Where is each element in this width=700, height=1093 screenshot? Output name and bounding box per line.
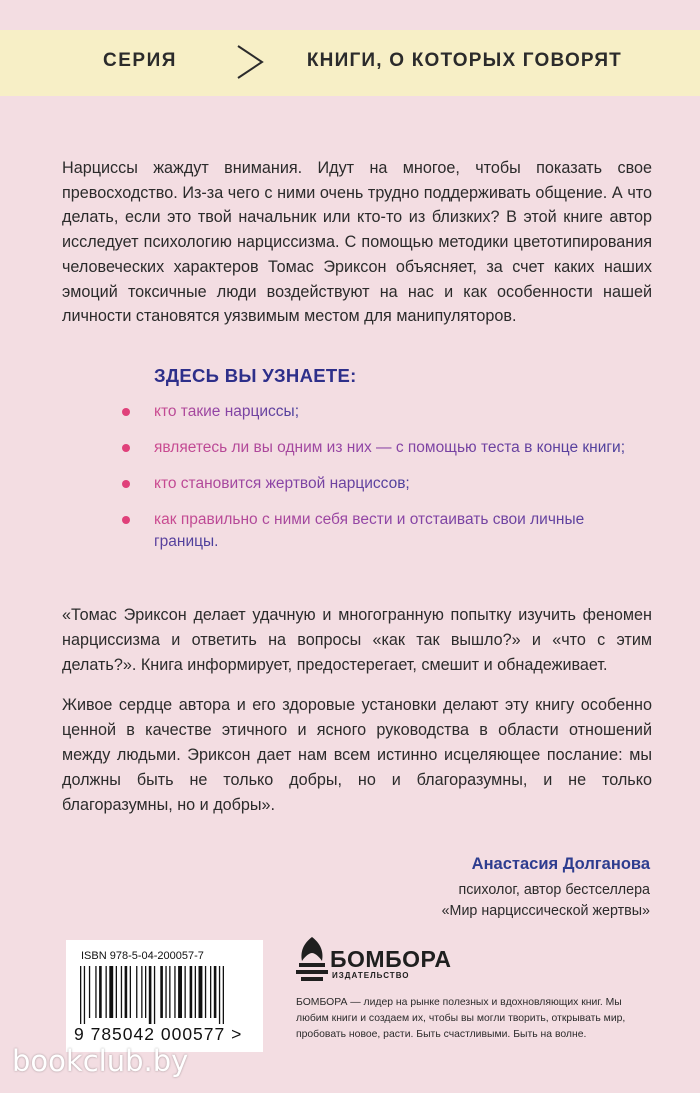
author-role	[442, 880, 650, 922]
barcode-bar	[219, 966, 220, 1024]
publisher-name: БОМБОРА	[330, 946, 452, 972]
list-item-text: кто становится жертвой нарциссов;	[154, 475, 410, 492]
barcode-bar	[141, 966, 142, 1018]
barcode-bar	[195, 966, 196, 1018]
author-role-line: психолог, автор бестселлера	[458, 882, 650, 898]
barcode-bar	[149, 966, 152, 1024]
review-quote	[62, 603, 652, 833]
barcode-bar	[99, 966, 102, 1018]
list-item	[122, 401, 642, 423]
bullet-icon	[122, 480, 130, 488]
barcode-bar	[190, 966, 193, 1018]
bullet-icon	[122, 444, 130, 452]
barcode-bar	[210, 966, 211, 1018]
quote-author	[442, 855, 650, 922]
barcode-bar	[84, 966, 85, 1024]
barcode-bar	[109, 966, 113, 1018]
learn-section	[122, 365, 642, 567]
list-item-text: являетесь ли вы одним из них — с помощью теста в конце книги;	[154, 439, 626, 456]
author-name: Анастасия Долганова	[471, 855, 650, 873]
barcode-bar	[205, 966, 206, 1018]
watermark: bookclub.by	[12, 1044, 189, 1078]
learn-title: ЗДЕСЬ ВЫ УЗНАЕТЕ:	[154, 365, 357, 386]
barcode-bar	[106, 966, 107, 1018]
barcode-bar	[199, 966, 203, 1018]
list-item-text: кто такие нарциссы;	[154, 403, 300, 420]
barcode-bar	[169, 966, 170, 1018]
barcode-bar	[145, 966, 146, 1018]
publisher-tagline: БОМБОРА — лидер на рынке полезных и вдохновляющих книг. Мы любим книги и создаем их, чтобы вы могли творить, открывать мир, пробовать новое, расти. Быть счастливыми. Быть на волне.	[296, 997, 626, 1040]
barcode-bar	[95, 966, 96, 1018]
list-item-text: как правильно с ними себя вести и отстаивать свои личные границы.	[154, 511, 585, 550]
author-role-line: «Мир нарциссической жертвы»	[441, 903, 650, 919]
barcode-bar	[174, 966, 175, 1018]
barcode-bar	[116, 966, 117, 1018]
barcode-bar	[165, 966, 166, 1018]
bombora-logo-icon	[296, 935, 328, 983]
barcode-bar	[89, 966, 90, 1018]
barcode-bar	[185, 966, 186, 1018]
list-item	[122, 437, 642, 459]
series-banner	[0, 30, 700, 96]
barcode-bar	[160, 966, 163, 1018]
bullet-icon	[122, 516, 130, 524]
learn-list	[122, 401, 642, 553]
quote-paragraph: «Томас Эриксон делает удачную и многогранную попытку изучить феномен нарциссизма и ответить на вопросы «как так вышло?» и «что с этим делать?». Книга информирует, предостерегает, смешит и обнадеживает.	[62, 606, 652, 674]
barcode-bar	[136, 966, 137, 1018]
barcode-bar	[80, 966, 81, 1024]
barcode-bar	[178, 966, 182, 1018]
barcode-icon	[78, 966, 252, 1024]
book-description: Нарциссы жаждут внимания. Идут на многое, чтобы показать свое превосходство. Из-за чего с ними очень трудно поддерживать общение. А что делать, если это твой начальник или кто-то из близких? В этой книге автор исследует психологию нарциссизма. С помощью методики цветотипирования человеческих характеров Томас Эриксон объясняет, за счет каких наших эмоций токсичные люди воздействуют на нас и как особенности нашей личности становятся уязвимым местом для манипуляторов.	[62, 159, 652, 326]
isbn-label: ISBN 978-5-04-200057-7	[81, 950, 204, 962]
series-name: КНИГИ, О КОТОРЫХ ГОВОРЯТ	[306, 50, 622, 71]
series-label: СЕРИЯ	[103, 50, 177, 71]
barcode-bar	[154, 966, 155, 1024]
publisher-subtitle: ИЗДАТЕЛЬСТВО	[332, 971, 410, 980]
list-item	[122, 473, 642, 495]
quote-paragraph: Живое сердце автора и его здоровые установки делают эту книгу особенно ценной в качестве этичного и ясного руководства в области отношений между людьми. Эриксон дает нам всем истинно исцеляющее послание: мы должны быть не только добры, но и благоразумны, и не только благоразумны, но и добры».	[62, 696, 652, 814]
barcode-digits: 9 785042 000577 >	[74, 1024, 243, 1044]
barcode-bar	[214, 966, 217, 1018]
barcode-bar	[223, 966, 224, 1024]
list-item	[122, 509, 642, 553]
chevron-right-icon	[232, 42, 270, 82]
barcode-bar	[130, 966, 131, 1018]
barcode-bar	[121, 966, 122, 1018]
isbn-barcode	[66, 940, 263, 1052]
bullet-icon	[122, 408, 130, 416]
barcode-bar	[125, 966, 128, 1018]
